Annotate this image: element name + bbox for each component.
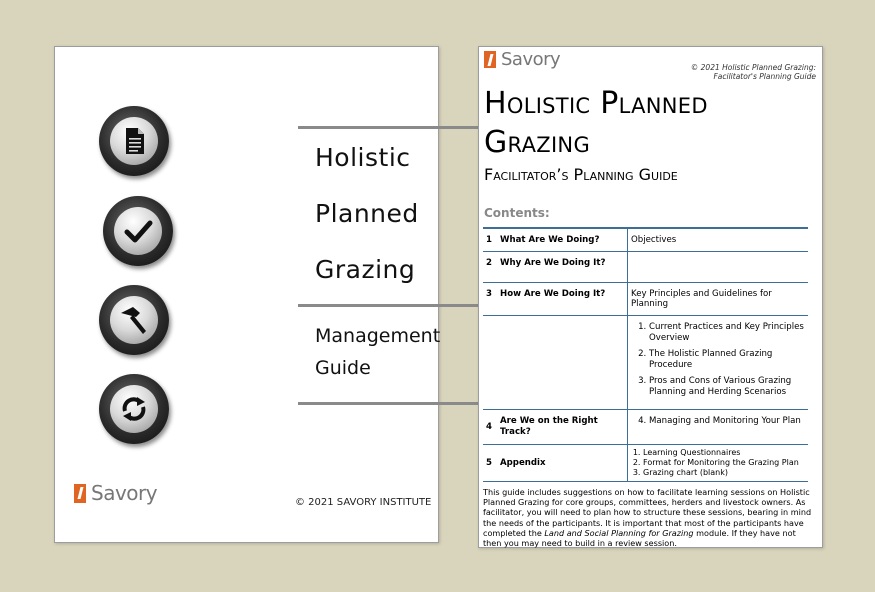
- checkmark-icon: [103, 196, 173, 266]
- intro-text-part1: This guide includes suggestions on how to facilitate learning sessions on Holistic Planned Grazing for core groups, committees, herders and livestock owners. As facilitator, you will need to plan how to structure these sessions, bearing in mind the needs of the participants. It is important that most of the participants have completed the: [483, 487, 812, 538]
- list-item: 1. Learning Questionnaires: [643, 448, 805, 458]
- cover-subtitle-line1: Management: [315, 325, 441, 347]
- document-icon: [99, 106, 169, 176]
- intro-text-italic: Land and Social Planning for Grazing: [544, 527, 694, 538]
- guide-title-line1: Holistic Planned: [484, 86, 708, 121]
- guide-subtitle: Facilitator’s Planning Guide: [484, 165, 678, 184]
- guide-intro-paragraph: [483, 487, 816, 548]
- section-number: 2: [486, 258, 492, 268]
- title-bottom-rule: [298, 402, 492, 405]
- guide-header-note: [691, 63, 816, 81]
- section-title: Are We on the Right Track?: [500, 416, 598, 437]
- guide-header-note-line1: © 2021 Holistic Planned Grazing:: [690, 63, 816, 72]
- savory-logo-text: Savory: [501, 49, 561, 70]
- savory-logo: [484, 49, 560, 70]
- section-title: Why Are We Doing It?: [500, 258, 606, 268]
- table-row: [483, 252, 808, 283]
- table-row: [483, 410, 808, 445]
- list-item: 2. The Holistic Planned Grazing Procedure: [649, 349, 805, 371]
- table-row: [483, 228, 808, 252]
- hammer-icon: [99, 285, 169, 355]
- section-detail: Objectives: [628, 228, 809, 252]
- title-middle-rule: [298, 304, 492, 307]
- table-row: [483, 283, 808, 316]
- savory-logo-mark-icon: [484, 51, 496, 68]
- contents-table: [483, 227, 808, 482]
- section-detail: [628, 252, 809, 283]
- section-number: 5: [486, 458, 492, 468]
- table-row: [483, 316, 808, 410]
- cover-subtitle-line2: Guide: [315, 357, 371, 379]
- list-item: 3. Pros and Cons of Various Grazing Planning and Herding Scenarios: [649, 376, 805, 398]
- cover-copyright: © 2021 SAVORY INSTITUTE: [295, 497, 432, 508]
- section-title: How Are We Doing It?: [500, 289, 606, 299]
- list-item: 3. Grazing chart (blank): [643, 468, 805, 478]
- intro-text-part2: module. If they have not then you may need to build in a review session.: [483, 527, 796, 549]
- list-item: 1. Current Practices and Key Principles Overview: [649, 322, 805, 344]
- section-subitems: [631, 448, 805, 478]
- section-title: What Are We Doing?: [500, 235, 600, 245]
- section-subitems: [631, 416, 805, 427]
- savory-logo-mark-icon: [74, 484, 86, 503]
- contents-heading: Contents:: [484, 206, 550, 220]
- section-number: 3: [486, 289, 492, 299]
- list-item: 4. Managing and Monitoring Your Plan: [649, 416, 805, 427]
- section-title: Appendix: [500, 458, 546, 468]
- guide-title: [484, 84, 708, 162]
- refresh-icon: [99, 374, 169, 444]
- savory-logo: [74, 481, 157, 505]
- table-row: [483, 445, 808, 482]
- cover-title-line2: Planned: [315, 199, 419, 228]
- cover-title-line3: Grazing: [315, 255, 416, 284]
- cover-page: [54, 46, 439, 543]
- section-detail: Key Principles and Guidelines for Planning: [628, 283, 809, 316]
- title-top-rule: [298, 126, 492, 129]
- section-number: 4: [486, 422, 492, 432]
- cover-title-line1: Holistic: [315, 143, 411, 172]
- section-subitems: [631, 322, 805, 398]
- section-number: 1: [486, 235, 492, 245]
- guide-header-note-line2: Facilitator's Planning Guide: [713, 72, 816, 81]
- guide-title-line2: Grazing: [484, 125, 591, 160]
- list-item: 2. Format for Monitoring the Grazing Plan: [643, 458, 805, 468]
- savory-logo-text: Savory: [91, 481, 158, 505]
- guide-page: [478, 46, 823, 548]
